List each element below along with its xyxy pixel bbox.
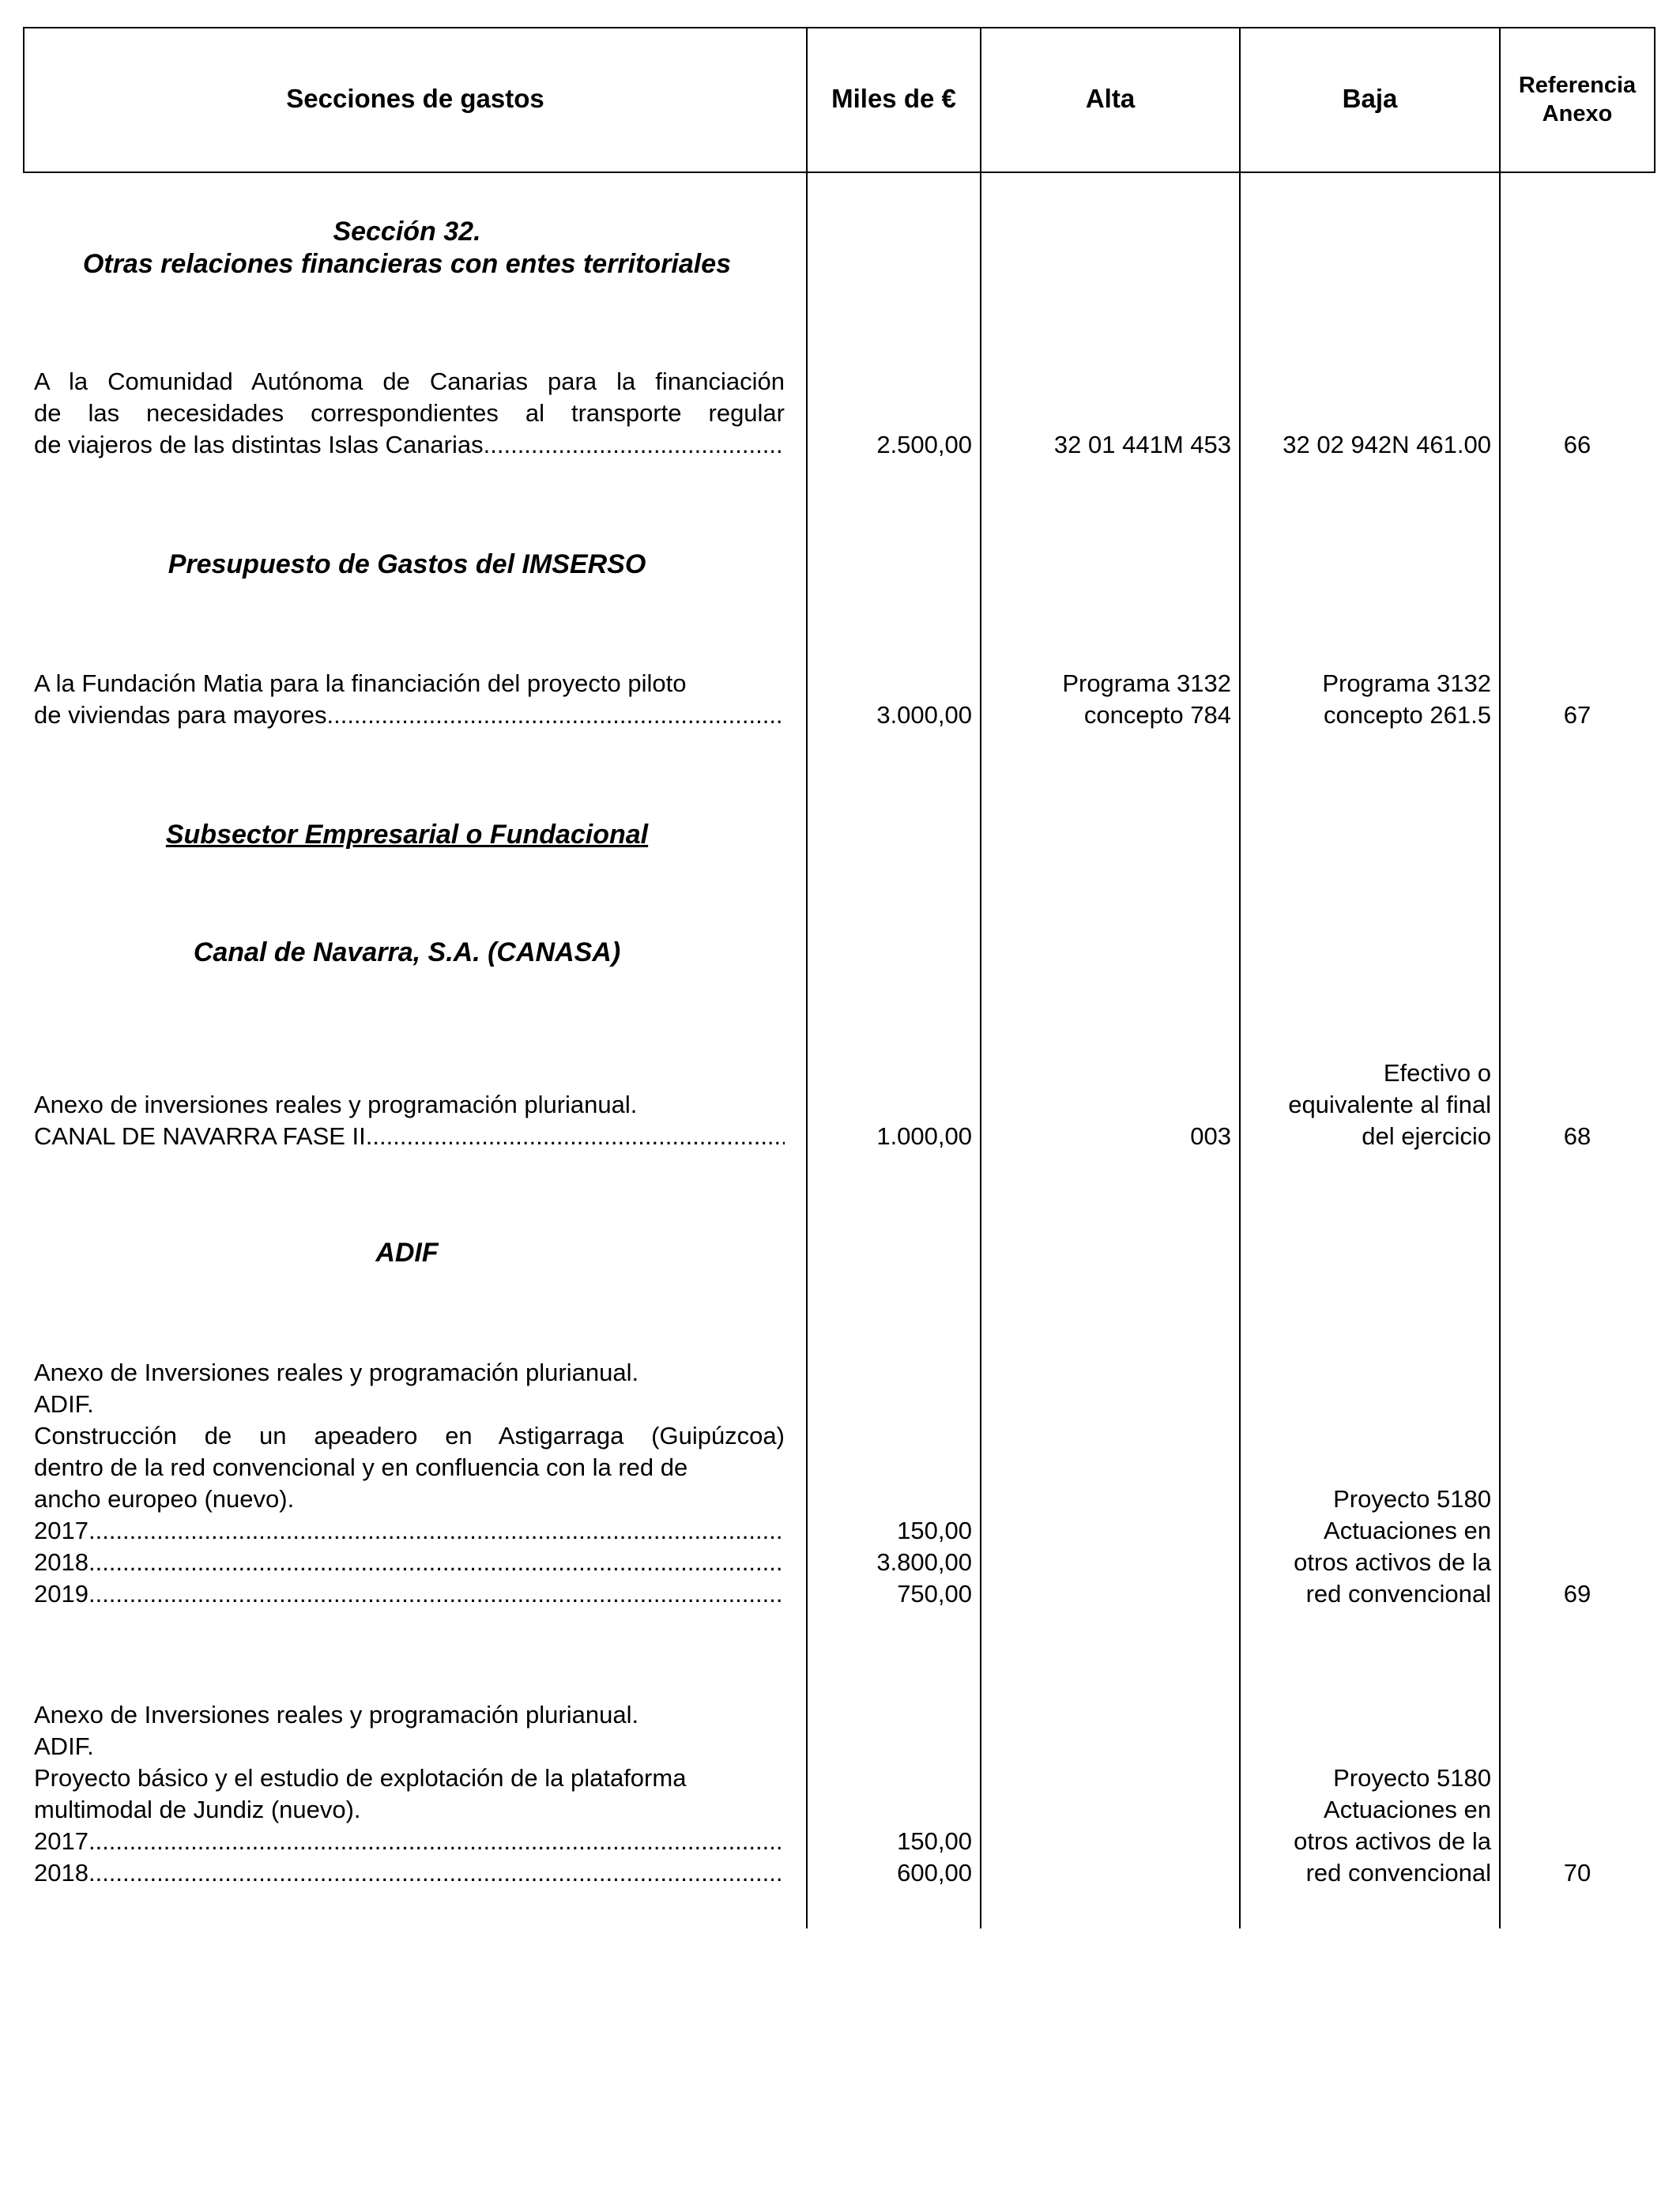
year-label: 2018: [34, 1548, 89, 1576]
year-line: [34, 1857, 785, 1889]
item-desc-line: Anexo de Inversiones reales y programación plurianual.: [34, 1359, 639, 1386]
section-title-adif: ADIF: [375, 1238, 439, 1268]
baja-value-67: [1247, 668, 1491, 731]
year-line: [34, 1826, 785, 1857]
dot-leader: [89, 1517, 785, 1544]
baja-line: Proyecto 5180: [1333, 1764, 1491, 1792]
ref-value-66: 66: [1563, 431, 1591, 458]
baja-value-68: [1247, 1057, 1491, 1152]
year-label: 2017: [34, 1827, 89, 1855]
miles-year-value: 600,00: [897, 1859, 972, 1887]
dot-leader: [89, 1580, 785, 1608]
header-referencia-line2: Anexo: [1542, 101, 1613, 126]
alta-value-68: 003: [1190, 1122, 1231, 1150]
col-border-right: [1654, 27, 1656, 173]
miles-value-66: 2.500,00: [876, 431, 972, 458]
section-title-imserso: Presupuesto de Gastos del IMSERSO: [168, 549, 646, 579]
header-referencia-line1: Referencia: [1518, 73, 1637, 98]
item-desc-line: Proyecto básico y el estudio de explotación de la plataforma: [34, 1764, 687, 1792]
dot-leader: [89, 1859, 785, 1887]
section-title-canasa: Canal de Navarra, S.A. (CANASA): [193, 937, 621, 967]
col-border-baja-ref: [1499, 27, 1501, 1928]
year-label: 2017: [34, 1517, 89, 1544]
baja-line: equivalente al final: [1288, 1091, 1491, 1118]
alta-line: Programa 3132: [1062, 669, 1231, 697]
year-label: 2019: [34, 1580, 89, 1608]
item-desc-line: ADIF.: [34, 1390, 94, 1418]
dot-leader: [326, 701, 785, 729]
col-border-alta-baja: [1239, 27, 1241, 1928]
header-baja: Baja: [1342, 84, 1398, 113]
baja-line: otros activos de la: [1294, 1827, 1491, 1855]
item-desc-line: de las necesidades correspondientes al transporte regular: [34, 399, 785, 427]
item-desc-line-leader: [34, 1121, 785, 1152]
header-alta: Alta: [1085, 84, 1136, 113]
dot-leader: [89, 1827, 785, 1855]
header-bottom-border: [23, 172, 1656, 173]
year-line: [34, 1515, 785, 1547]
dot-leader: [484, 431, 785, 458]
item-desc-line-leader: [34, 699, 785, 731]
dot-leader: [89, 1548, 785, 1576]
item-desc-line: Anexo de Inversiones reales y programación plurianual.: [34, 1701, 639, 1728]
miles-year-value: 3.800,00: [876, 1548, 972, 1576]
miles-value-68: 1.000,00: [876, 1122, 972, 1150]
baja-line: Efectivo o: [1383, 1059, 1491, 1087]
baja-value-69: [1247, 1483, 1491, 1610]
baja-line: red convencional: [1305, 1580, 1491, 1608]
section-title-subsector: Subsector Empresarial o Fundacional: [165, 820, 649, 850]
baja-value-66: 32 02 942N 461.00: [1283, 431, 1491, 458]
year-line: [34, 1547, 785, 1578]
col-border-secciones-miles: [806, 27, 808, 1928]
item-desc-text: de viajeros de las distintas Islas Canarias: [34, 431, 484, 458]
section-title-seccion-32: [24, 216, 790, 281]
alta-value-66: 32 01 441M 453: [1053, 431, 1231, 458]
ref-value-70: 70: [1563, 1859, 1591, 1887]
year-line: [34, 1578, 785, 1610]
baja-line: Proyecto 5180: [1333, 1485, 1491, 1513]
baja-value-70: [1247, 1762, 1491, 1889]
alta-line: concepto 784: [1083, 701, 1231, 729]
item-description-66: [34, 366, 785, 461]
miles-year-value: 150,00: [897, 1517, 972, 1544]
miles-values-69: [814, 1515, 972, 1610]
item-desc-line: Anexo de inversiones reales y programación plurianual.: [34, 1091, 638, 1118]
item-desc-text: de viviendas para mayores: [34, 701, 327, 729]
item-desc-line: A la Comunidad Autónoma de Canarias para la financiación: [34, 368, 785, 395]
item-desc-line: dentro de la red convencional y en confluencia con la red de: [34, 1453, 688, 1481]
miles-year-value: 150,00: [897, 1827, 972, 1855]
item-desc-line: multimodal de Jundiz (nuevo).: [34, 1796, 361, 1823]
baja-line: red convencional: [1305, 1859, 1491, 1887]
item-desc-line: ancho europeo (nuevo).: [34, 1485, 295, 1513]
header-miles: Miles de €: [831, 84, 956, 113]
item-desc-line: ADIF.: [34, 1732, 94, 1760]
col-border-miles-alta: [980, 27, 981, 1928]
miles-year-value: 750,00: [897, 1580, 972, 1608]
item-description-70: [34, 1699, 785, 1889]
table-top-border: [23, 27, 1656, 28]
baja-line: Actuaciones en: [1324, 1517, 1491, 1544]
item-description-67: [34, 668, 785, 731]
baja-line: otros activos de la: [1294, 1548, 1491, 1576]
baja-line: Programa 3132: [1322, 669, 1491, 697]
header-referencia: [1501, 71, 1654, 128]
miles-values-70: [814, 1826, 972, 1889]
baja-line: concepto 261.5: [1323, 701, 1491, 729]
section-title-line1: Sección 32.: [333, 217, 481, 247]
ref-value-67: 67: [1563, 701, 1591, 729]
ref-value-68: 68: [1563, 1122, 1591, 1150]
item-description-68: [34, 1089, 785, 1152]
miles-value-67: 3.000,00: [876, 701, 972, 729]
item-desc-line: Construcción de un apeadero en Astigarraga (Guipúzcoa): [34, 1422, 785, 1449]
header-secciones: Secciones de gastos: [286, 84, 544, 113]
item-desc-line-leader: [34, 429, 785, 461]
year-label: 2018: [34, 1859, 89, 1887]
item-description-69: [34, 1357, 785, 1610]
item-desc-text: CANAL DE NAVARRA FASE II.: [34, 1122, 373, 1150]
baja-line: Actuaciones en: [1324, 1796, 1491, 1823]
alta-value-67: [988, 668, 1231, 731]
section-title-line2: Otras relaciones financieras con entes territoriales: [82, 249, 732, 279]
ref-value-69: 69: [1563, 1580, 1591, 1608]
dot-leader: [372, 1122, 785, 1150]
item-desc-line: A la Fundación Matia para la financiación del proyecto piloto: [34, 669, 687, 697]
baja-line: del ejercicio: [1362, 1122, 1491, 1150]
